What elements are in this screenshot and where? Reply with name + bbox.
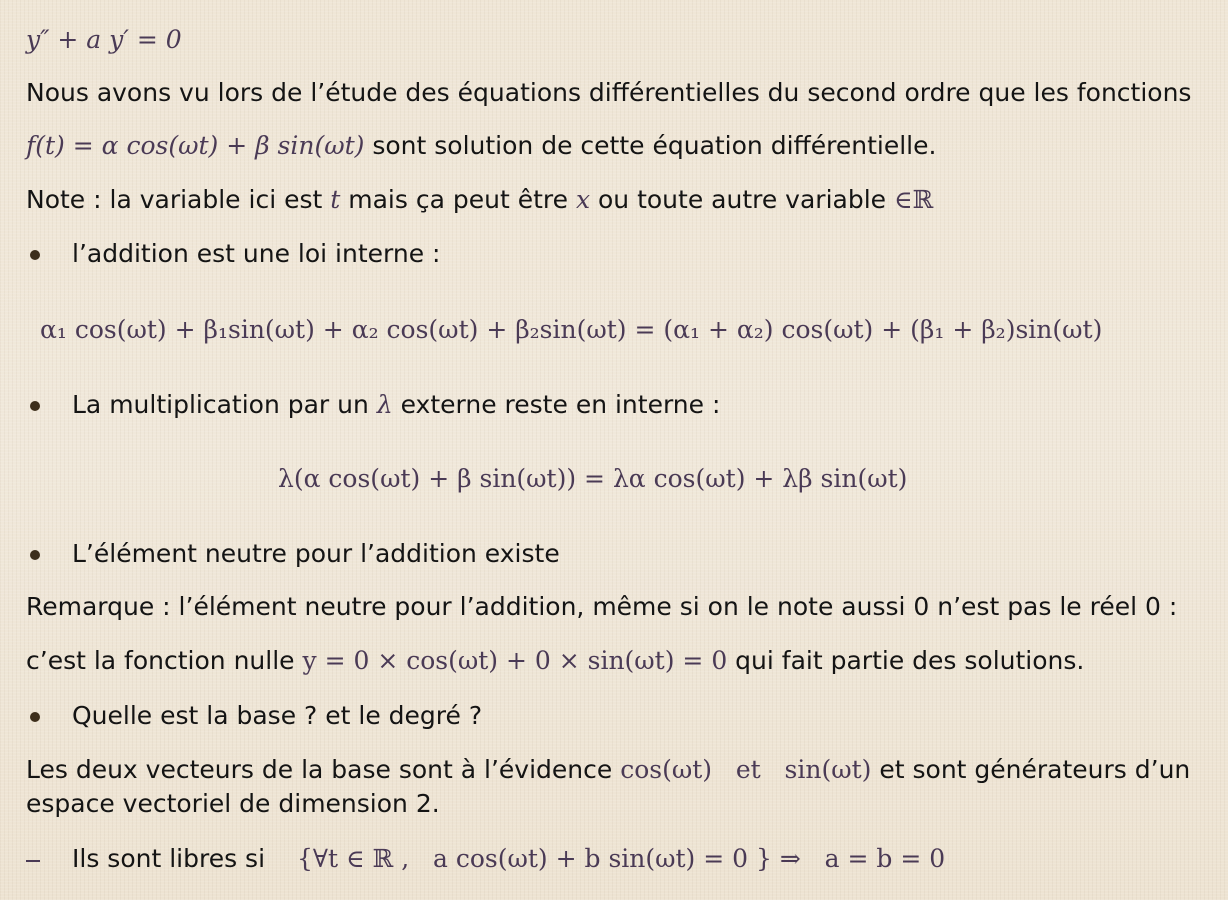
free-text: Ils sont libres si (72, 844, 266, 873)
note-var-t: t (330, 185, 341, 214)
solution-text: sont solution de cette équation différentielle. (364, 131, 937, 160)
base-vectors-formula: cos(ωt) et sin(ωt) (620, 755, 872, 784)
display-formula-multiplication: λ(α cos(ωt) + β sin(ωt)) = λα cos(ωt) + λβ sin(ωt) (278, 464, 908, 493)
intro-paragraph-line-1: Nous avons vu lors de l’étude des équations différentielles du second ordre que les fonctions (26, 78, 1192, 107)
note-set: ∈ℝ (893, 185, 934, 214)
note-line (26, 184, 933, 216)
remark-line-2 (26, 645, 1084, 677)
equation-header (26, 24, 182, 56)
solution-formula: f(t) = α cos(ωt) + β sin(ωt) (26, 131, 365, 160)
bullet-dot-1 (30, 250, 40, 260)
bullet-item-multiplication (72, 389, 720, 421)
bullet-dot-2 (30, 401, 40, 411)
differential-equation: y″ + a y′ = 0 (26, 25, 182, 54)
dash-item-free (72, 843, 945, 875)
base-line-1 (26, 754, 1190, 786)
remark-text-b: qui fait partie des solutions. (727, 646, 1085, 675)
intro-paragraph-line-2 (26, 130, 936, 162)
free-condition-formula: {∀t ∈ ℝ , a cos(ωt) + b sin(ωt) = 0 } ⇒ a = b = 0 (297, 844, 946, 873)
note-text-a: Note : la variable ici est (26, 185, 331, 214)
bullet-dot-4 (30, 712, 40, 722)
base-text-a: Les deux vecteurs de la base sont à l’évidence (26, 755, 621, 784)
note-text-b: mais ça peut être (340, 185, 576, 214)
multiplication-text-a: La multiplication par un (72, 390, 377, 419)
note-var-x: x (575, 185, 591, 214)
note-text-c: ou toute autre variable (590, 185, 894, 214)
dash-marker (26, 860, 40, 862)
bullet-item-addition: l’addition est une loi interne : (72, 239, 441, 268)
bullet-item-base: Quelle est la base ? et le degré ? (72, 701, 483, 730)
base-line-2: espace vectoriel de dimension 2. (26, 789, 440, 818)
display-formula-addition: α₁ cos(ωt) + β₁sin(ωt) + α₂ cos(ωt) + β₂sin(ωt) = (α₁ + α₂) cos(ωt) + (β₁ + β₂)sin(ωt) (40, 315, 1103, 344)
base-text-b: et sont générateurs d’un (871, 755, 1191, 784)
bullet-dot-3 (30, 550, 40, 560)
lambda-symbol: λ (376, 390, 393, 419)
null-function-formula: y = 0 × cos(ωt) + 0 × sin(ωt) = 0 (302, 646, 728, 675)
remark-text-a: c’est la fonction nulle (26, 646, 303, 675)
multiplication-text-b: externe reste en interne : (392, 390, 721, 419)
bullet-item-neutral: L’élément neutre pour l’addition existe (72, 539, 560, 568)
remark-line-1: Remarque : l’élément neutre pour l’addition, même si on le note aussi 0 n’est pas le réel 0 : (26, 592, 1178, 621)
